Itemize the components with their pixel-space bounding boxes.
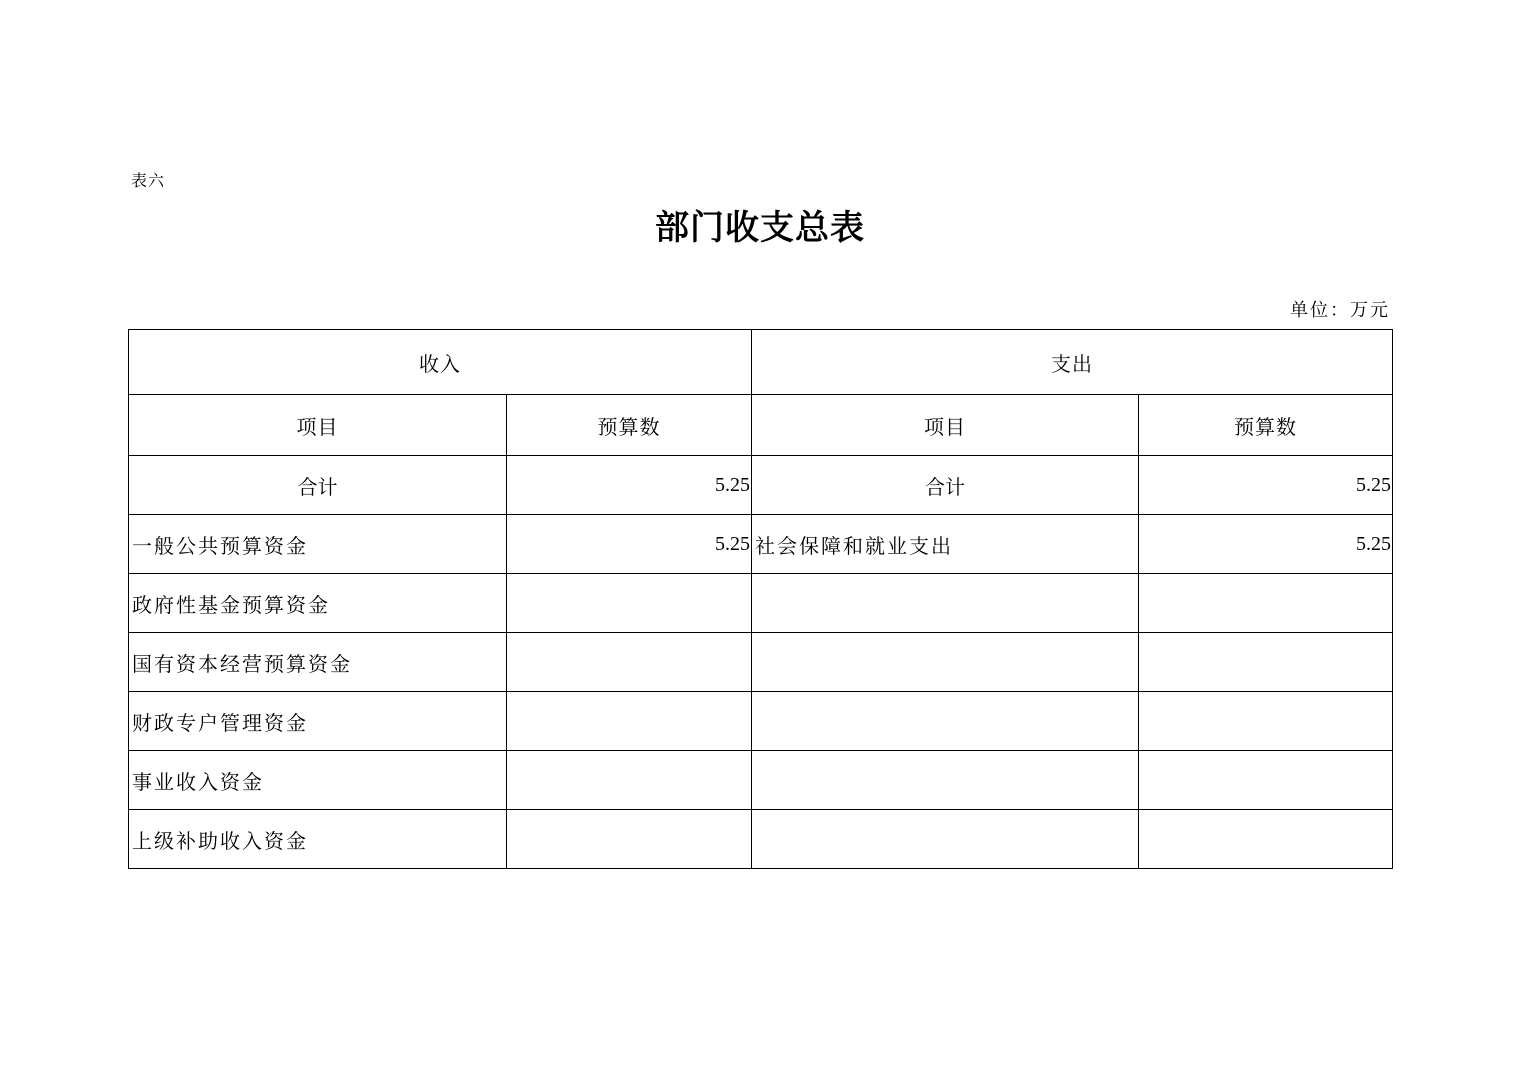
income-budget-cell — [507, 633, 752, 692]
expense-item-cell — [752, 810, 1139, 869]
income-item-cell: 国有资本经营预算资金 — [129, 633, 507, 692]
page-title: 部门收支总表 — [655, 208, 865, 248]
expense-budget-cell — [1139, 751, 1393, 810]
income-budget-cell — [507, 574, 752, 633]
expense-budget-cell — [1139, 810, 1393, 869]
expense-budget-column-header: 预算数 — [1139, 395, 1393, 456]
income-item-cell: 政府性基金预算资金 — [129, 574, 507, 633]
income-item-cell: 一般公共预算资金 — [129, 515, 507, 574]
income-item-cell: 财政专户管理资金 — [129, 692, 507, 751]
table-row — [129, 633, 1393, 692]
income-item-cell: 事业收入资金 — [129, 751, 507, 810]
expense-item-cell — [752, 751, 1139, 810]
expense-item-cell — [752, 633, 1139, 692]
expense-budget-cell — [1139, 574, 1393, 633]
table-number-label: 表六 — [131, 171, 166, 190]
total-row — [129, 456, 1393, 515]
income-item-cell: 上级补助收入资金 — [129, 810, 507, 869]
income-budget-cell: 5.25 — [507, 515, 752, 574]
income-expense-summary-table — [128, 329, 1393, 869]
expense-item-column-header: 项目 — [752, 395, 1139, 456]
expense-item-cell: 社会保障和就业支出 — [752, 515, 1139, 574]
expense-budget-cell: 5.25 — [1139, 515, 1393, 574]
expense-budget-cell — [1139, 692, 1393, 751]
income-total-label: 合计 — [129, 456, 507, 515]
table-row — [129, 574, 1393, 633]
income-budget-cell — [507, 692, 752, 751]
expense-total-label: 合计 — [752, 456, 1139, 515]
table-row — [129, 810, 1393, 869]
table-row — [129, 751, 1393, 810]
expense-section-header: 支出 — [752, 330, 1393, 395]
unit-label: 单位：万元 — [1290, 300, 1390, 321]
expense-item-cell — [752, 692, 1139, 751]
income-budget-cell — [507, 751, 752, 810]
income-section-header: 收入 — [129, 330, 752, 395]
section-header-row — [129, 330, 1393, 395]
expense-item-cell — [752, 574, 1139, 633]
table-row — [129, 515, 1393, 574]
income-item-column-header: 项目 — [129, 395, 507, 456]
income-budget-cell — [507, 810, 752, 869]
table-row — [129, 692, 1393, 751]
column-header-row — [129, 395, 1393, 456]
expense-budget-cell — [1139, 633, 1393, 692]
income-total-value: 5.25 — [507, 456, 752, 515]
income-budget-column-header: 预算数 — [507, 395, 752, 456]
expense-total-value: 5.25 — [1139, 456, 1393, 515]
